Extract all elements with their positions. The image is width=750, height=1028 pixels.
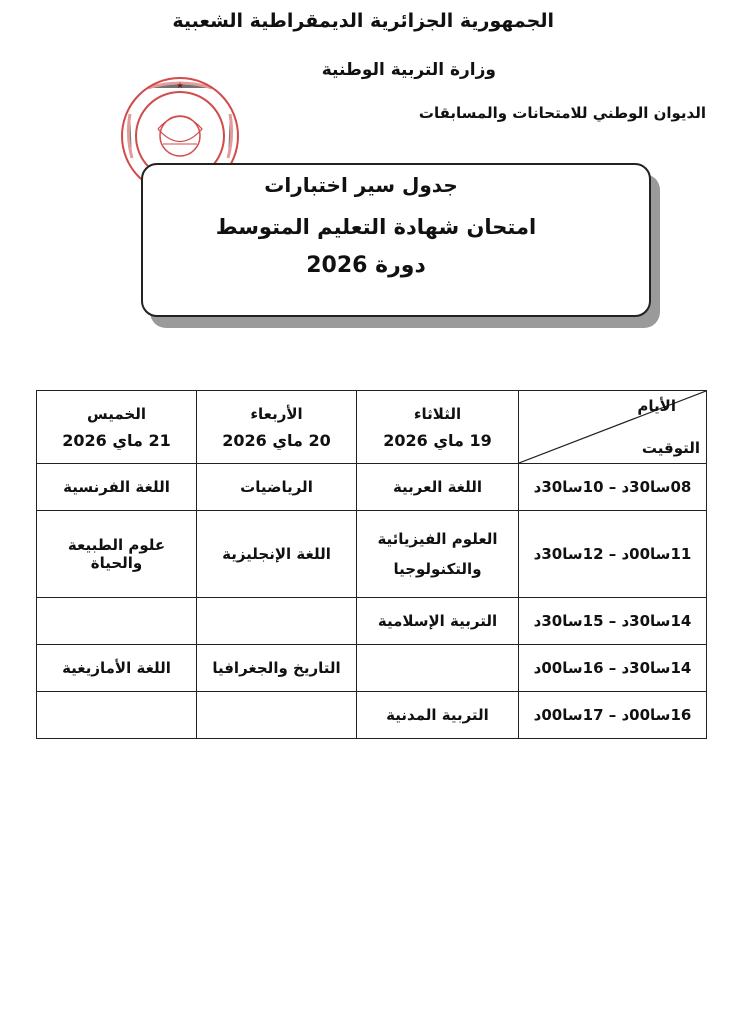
subject-cell: التاريخ والجغرافيا: [197, 645, 357, 692]
corner-time-label: التوقيت: [641, 439, 700, 457]
title-line-3: دورة 2026: [306, 253, 426, 278]
table-row: [37, 464, 707, 511]
subject-cell: اللغة الإنجليزية: [197, 511, 357, 598]
time-slot-cell: 16سا00د – 17سا00د: [519, 692, 707, 739]
table-row: [37, 511, 707, 598]
corner-header-cell: [519, 391, 707, 464]
day-header-tuesday: الثلاثاء 19 ماي 2026: [357, 391, 519, 464]
title-line-2: امتحان شهادة التعليم المتوسط: [215, 215, 537, 239]
day-header-thursday: الخميس 21 ماي 2026: [37, 391, 197, 464]
subject-cell: الرياضيات: [197, 464, 357, 511]
time-slot-cell: 08سا30د – 10سا30د: [519, 464, 707, 511]
time-slot-cell: 11سا00د – 12سا30د: [519, 511, 707, 598]
corner-days-label: الأيام: [637, 397, 676, 415]
subject-cell: [197, 598, 357, 645]
time-slot-cell: 14سا30د – 16سا00د: [519, 645, 707, 692]
subject-cell: [37, 598, 197, 645]
subject-cell: اللغة العربية: [357, 464, 519, 511]
subject-cell: [37, 692, 197, 739]
subject-cell: [357, 645, 519, 692]
table-row: [37, 692, 707, 739]
republic-heading: الجمهورية الجزائرية الديمقراطية الشعبية: [172, 10, 554, 32]
subject-cell: التربية المدنية: [357, 692, 519, 739]
table-header-row: [37, 391, 707, 464]
ministry-heading: وزارة التربية الوطنية: [321, 60, 496, 80]
table-row: [37, 645, 707, 692]
title-line-1: جدول سير اختبارات: [264, 173, 458, 197]
exam-schedule-table: [36, 390, 707, 739]
table-row: [37, 598, 707, 645]
time-slot-cell: 14سا30د – 15سا30د: [519, 598, 707, 645]
title-box: [141, 163, 651, 317]
office-heading: الديوان الوطني للامتحانات والمسابقات: [418, 104, 706, 122]
subject-cell: علوم الطبيعة والحياة: [37, 511, 197, 598]
subject-cell: التربية الإسلامية: [357, 598, 519, 645]
subject-cell: العلوم الفيزيائية والتكنولوجيا: [357, 511, 519, 598]
subject-cell: اللغة الأمازيغية: [37, 645, 197, 692]
subject-cell: [197, 692, 357, 739]
subject-cell: اللغة الفرنسية: [37, 464, 197, 511]
day-header-wednesday: الأربعاء 20 ماي 2026: [197, 391, 357, 464]
